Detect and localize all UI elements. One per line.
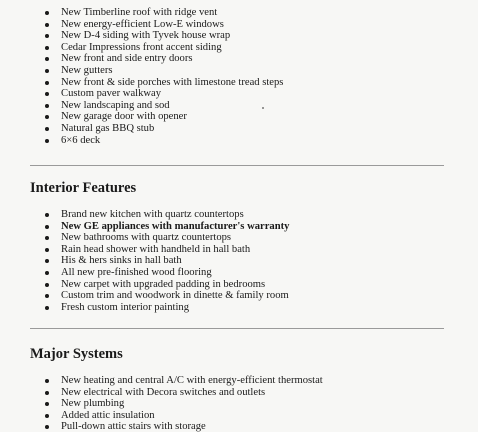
bullet-icon <box>45 92 49 96</box>
bullet-icon <box>45 391 49 395</box>
list-item: Custom trim and woodwork in dinette & family room <box>44 290 289 302</box>
list-item: New GE appliances with manufacturer's warranty <box>44 221 289 233</box>
list-item: New heating and central A/C with energy-efficient thermostat <box>44 375 323 387</box>
list-item: Custom paver walkway <box>44 88 283 100</box>
bullet-icon <box>45 69 49 73</box>
bullet-icon <box>45 213 49 217</box>
list-item: New front & side porches with limestone tread steps <box>44 77 283 89</box>
list-item: Natural gas BBQ stub <box>44 123 283 135</box>
list-item: Cedar Impressions front accent siding <box>44 42 283 54</box>
bullet-icon <box>45 11 49 15</box>
scan-speck <box>262 107 264 109</box>
list-item: New Timberline roof with ridge vent <box>44 7 283 19</box>
bullet-icon <box>45 236 49 240</box>
bullet-icon <box>45 23 49 27</box>
list-item: Pull-down attic stairs with storage <box>44 421 323 432</box>
bullet-icon <box>45 127 49 131</box>
bullet-icon <box>45 414 49 418</box>
bullet-icon <box>45 259 49 263</box>
section-divider <box>30 165 444 166</box>
bullet-icon <box>45 379 49 383</box>
list-item: New energy-efficient Low-E windows <box>44 19 283 31</box>
section-title-major-systems: Major Systems <box>30 346 123 362</box>
list-item: New gutters <box>44 65 283 77</box>
list-item: 6×6 deck <box>44 135 283 147</box>
list-item: New carpet with upgraded padding in bedrooms <box>44 279 289 291</box>
list-item: All new pre-finished wood flooring <box>44 267 289 279</box>
bullet-icon <box>45 57 49 61</box>
bullet-icon <box>45 81 49 85</box>
bullet-icon <box>45 402 49 406</box>
interior-features-list <box>44 209 289 313</box>
bullet-icon <box>45 306 49 310</box>
list-item: New landscaping and sod <box>44 100 283 112</box>
bullet-icon <box>45 271 49 275</box>
list-item: Added attic insulation <box>44 410 323 422</box>
list-item: Fresh custom interior painting <box>44 302 289 314</box>
major-systems-list <box>44 375 323 432</box>
list-item: New front and side entry doors <box>44 53 283 65</box>
list-item: Rain head shower with handheld in hall bath <box>44 244 289 256</box>
list-item: New electrical with Decora switches and outlets <box>44 387 323 399</box>
bullet-icon <box>45 104 49 108</box>
section-title-interior: Interior Features <box>30 180 137 196</box>
bullet-icon <box>45 34 49 38</box>
list-item: New garage door with opener <box>44 111 283 123</box>
list-item: New D-4 siding with Tyvek house wrap <box>44 30 283 42</box>
bullet-icon <box>45 225 49 229</box>
section-divider <box>30 328 444 329</box>
exterior-features-list <box>44 7 283 146</box>
bullet-icon <box>45 46 49 50</box>
bullet-icon <box>45 283 49 287</box>
bullet-icon <box>45 248 49 252</box>
bullet-icon <box>45 425 49 429</box>
bullet-icon <box>45 115 49 119</box>
bullet-icon <box>45 139 49 143</box>
list-item: New plumbing <box>44 398 323 410</box>
list-item: His & hers sinks in hall bath <box>44 255 289 267</box>
list-item: New bathrooms with quartz countertops <box>44 232 289 244</box>
list-item: Brand new kitchen with quartz countertops <box>44 209 289 221</box>
bullet-icon <box>45 294 49 298</box>
